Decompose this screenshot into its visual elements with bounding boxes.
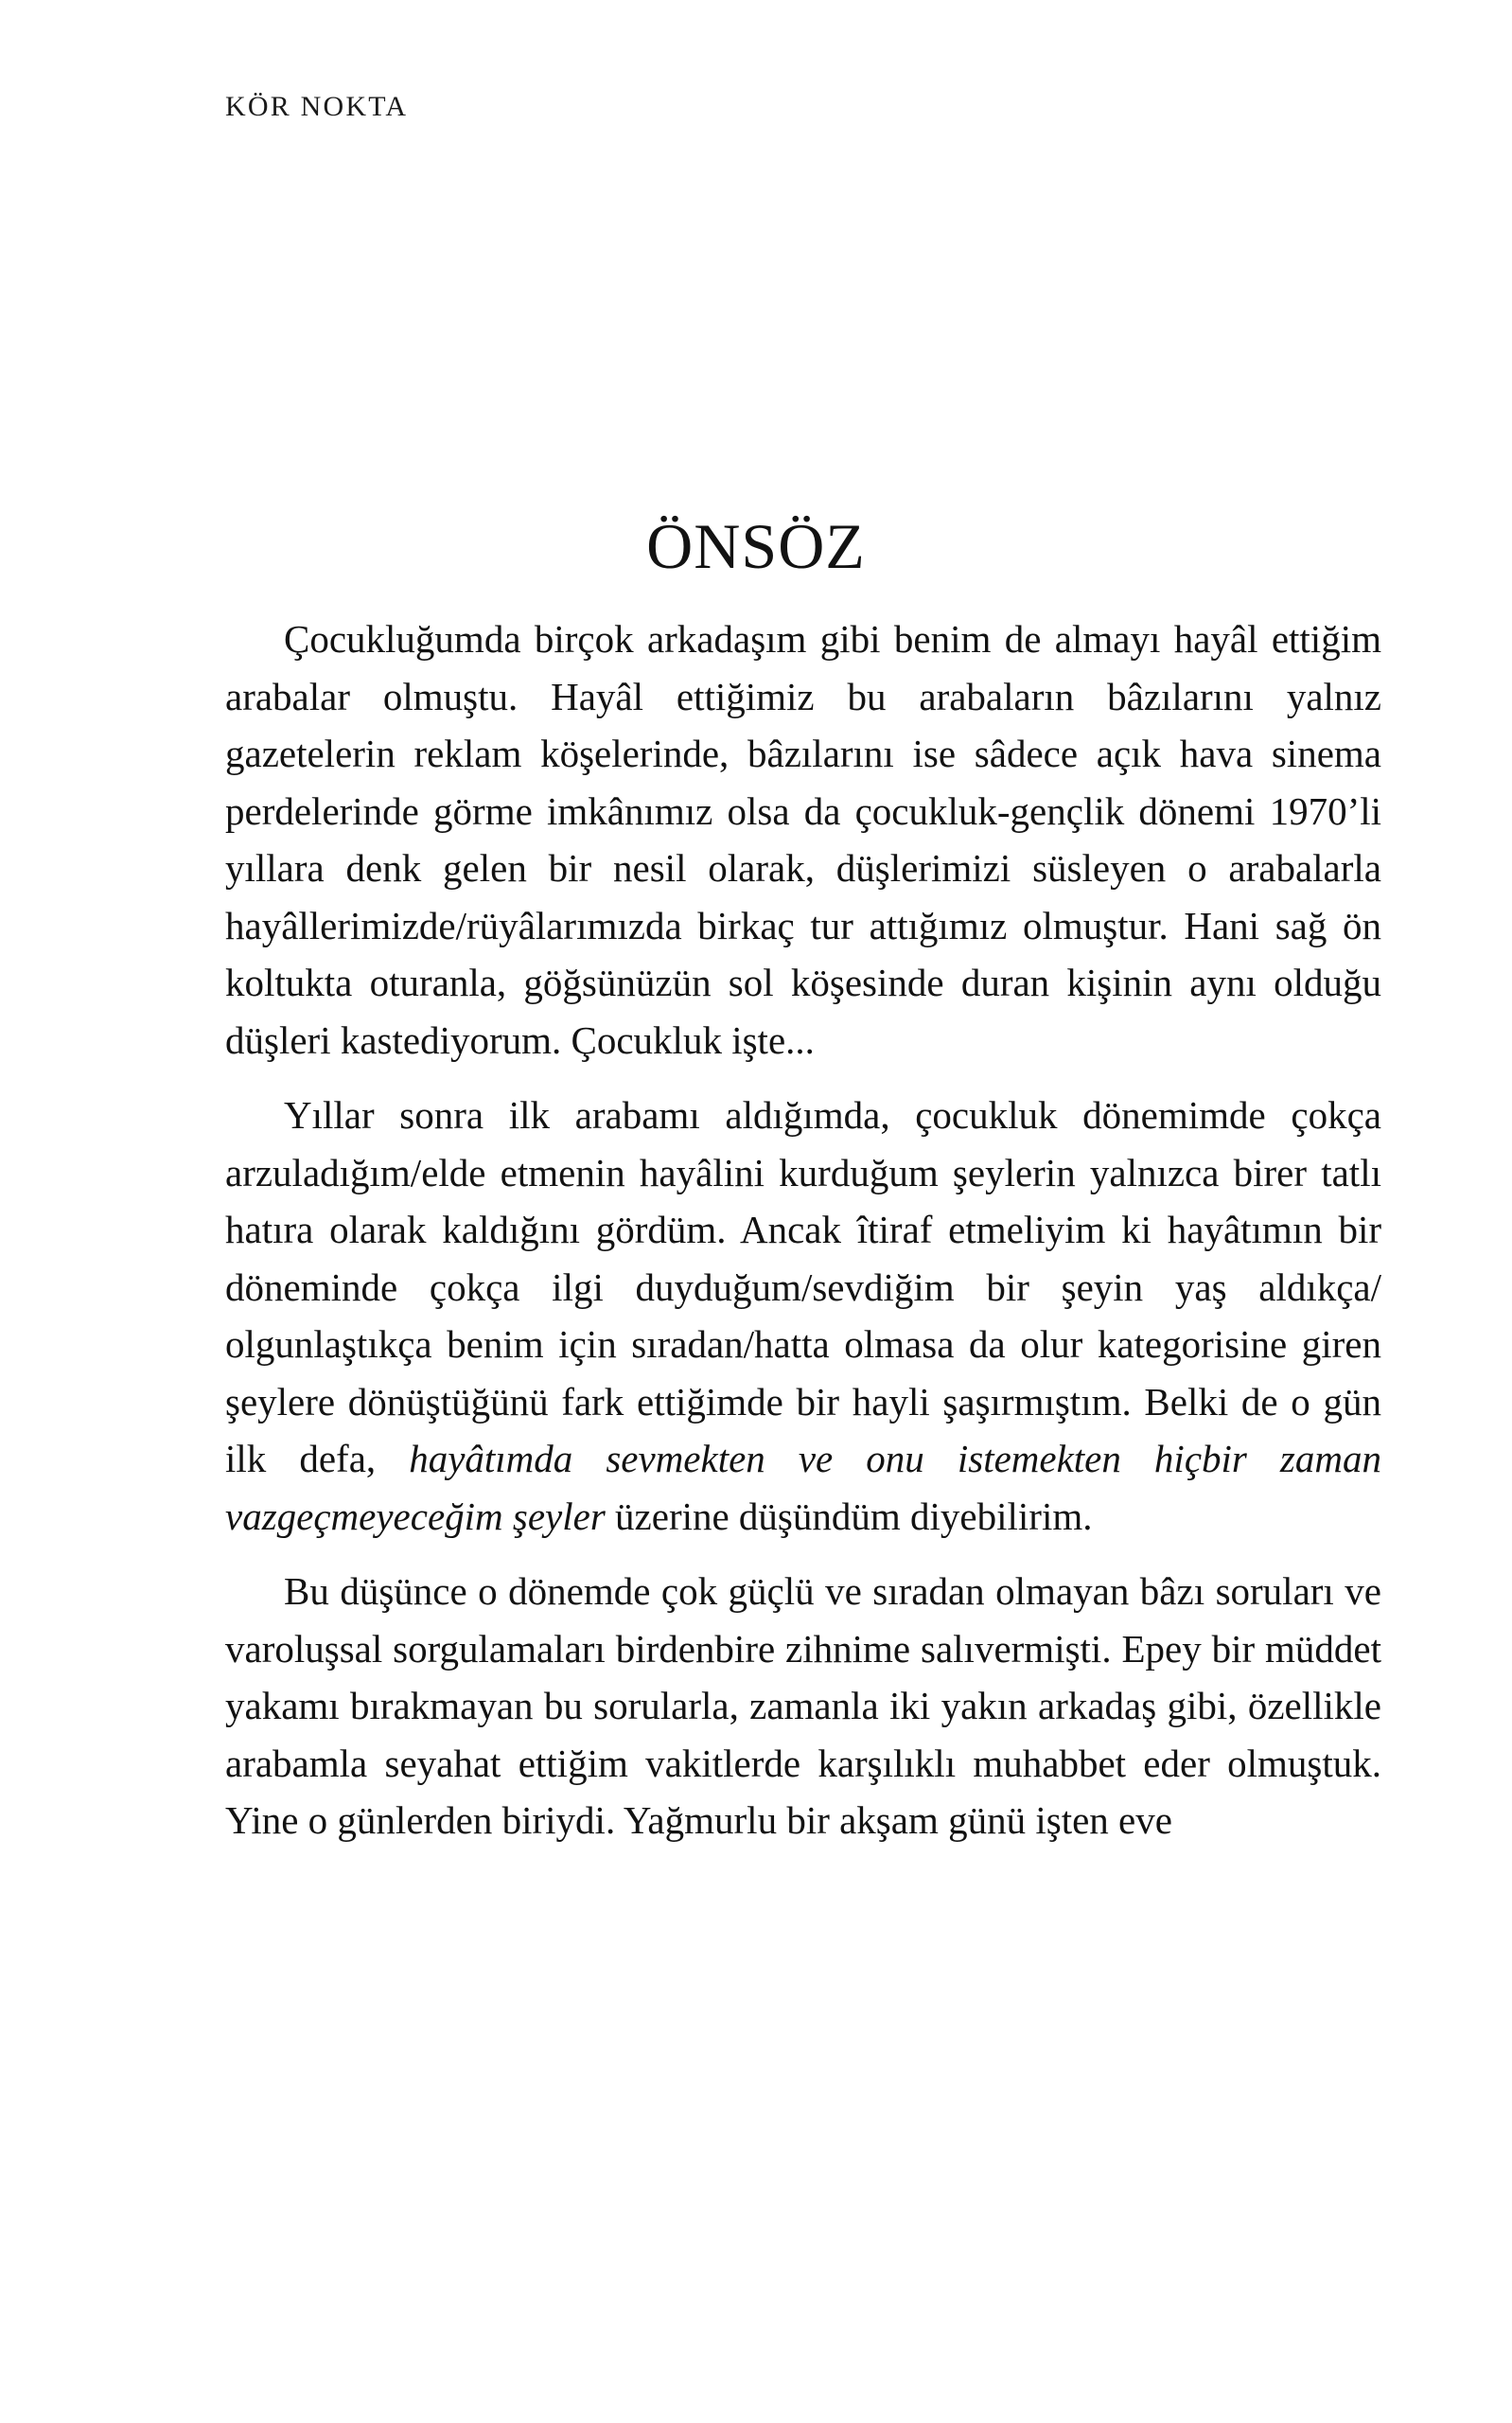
paragraph-2-italic-phrase: hayâtımda sevmekten ve onu istemekten hiçbir zaman vazgeçmeyeceğim şeyler [225,1437,1381,1538]
paragraph-2-text-after-italic: üzerine düşündüm diyebilirim. [605,1494,1093,1538]
paragraph-2 [225,1087,1381,1545]
body-text-block [225,610,1381,1849]
paragraph-2-text-before-italic: Yıllar sonra ilk arabamı aldığımda, çocukluk dönemimde çokça arzuladığım/elde etmenin hayâlini kurduğum şeylerin yalnızca birer tatlı hatıra olarak kaldığını gördüm. Ancak îtiraf etmeliyim ki hayâtımın bir döneminde çokça ilgi duyduğum/sevdiğim bir şeyin yaş aldıkça/ olgunlaştıkça benim için sıradan/hatta olmasa da olur kategorisine giren şeylere dönüştüğünü fark ettiğimde bir hayli şaşırmıştım. Belki de o gün ilk defa, [225,1093,1381,1480]
paragraph-1: Çocukluğumda birçok arkadaşım gibi benim de almayı hayâl ettiğim arabalar olmuştu. Hayâl ettiğimiz bu arabaların bâzılarını yalnız gazetelerin reklam köşelerinde, bâzılarını ise sâdece açık hava sinema perdelerinde görme imkânımız olsa da çocukluk-gençlik dönemi 1970’li yıllara denk gelen bir nesil olarak, düşlerimizi süsleyen o arabalarla hayâllerimizde/rüyâlarımızda birkaç tur attığımız olmuştur. Hani sağ ön koltukta oturanla, göğsünüzün sol köşesinde duran kişinin aynı olduğu düşleri kastediyorum. Çocukluk işte... [225,617,1381,1062]
paragraph-3: Bu düşünce o dönemde çok güçlü ve sıradan olmayan bâzı soruları ve varoluşsal sorgulamaları birdenbire zihnime salıvermişti. Epey bir müddet yakamı bırakmayan bu sorularla, zamanla iki yakın arkadaş gibi, özellikle arabamla seyahat ettiğim vakitlerde karşılıklı muhabbet eder olmuştuk. Yine o günlerden biriydi. Yağmurlu bir akşam günü işten eve [225,1569,1381,1842]
chapter-title: ÖNSÖZ [646,509,866,582]
running-header: KÖR NOKTA [225,91,409,122]
